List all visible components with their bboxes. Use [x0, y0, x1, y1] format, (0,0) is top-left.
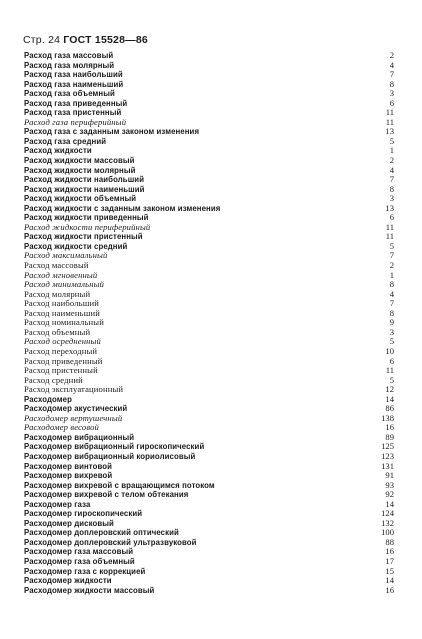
index-term-number: 1	[389, 269, 394, 280]
index-term-number: 10	[385, 345, 394, 356]
index-term: Расход эксплуатационный	[24, 384, 124, 395]
index-entry	[24, 442, 394, 452]
index-term: Расходомер газа объемный	[24, 556, 135, 566]
index-term-number: 4	[389, 164, 394, 175]
index-term: Расход наименьший	[24, 307, 100, 318]
index-term-number: 11	[385, 231, 394, 242]
index-term: Расход газа периферийный	[24, 116, 127, 127]
index-entry	[24, 576, 394, 586]
page-header	[23, 34, 148, 46]
index-term: Расход максимальный	[24, 250, 108, 261]
index-term: Расходомер газа массовый	[24, 547, 134, 557]
index-term-number: 123	[381, 450, 394, 461]
index-term: Расход номинальный	[24, 317, 104, 328]
index-term: Расходомер жидкости	[24, 576, 112, 586]
index-entry	[24, 51, 394, 61]
index-term-number: 86	[385, 403, 394, 414]
index-entry	[24, 586, 394, 596]
index-term-number: 93	[385, 479, 394, 490]
index-term-number: 14	[385, 575, 394, 586]
index-entry	[24, 89, 394, 99]
index-entry	[24, 194, 394, 204]
index-term-number: 7	[389, 298, 394, 309]
index-term-number: 138	[381, 412, 394, 423]
index-term: Расход газа объемный	[24, 89, 115, 99]
index-term-number: 13	[385, 202, 394, 213]
index-term: Расход газа с заданным законом изменения	[24, 127, 200, 137]
index-entry	[24, 146, 394, 156]
index-term-number: 11	[385, 107, 394, 118]
index-list	[24, 51, 394, 595]
index-term: Расходомер вибрационный гироскопический	[24, 442, 205, 452]
index-term: Расход жидкости средний	[24, 241, 128, 251]
index-term-number: 92	[385, 489, 394, 500]
index-entry	[24, 471, 394, 481]
index-term-number: 11	[385, 116, 394, 127]
index-term: Расход пристенный	[24, 365, 98, 376]
index-term-number: 8	[389, 307, 394, 318]
index-term: Расход жидкости периферийный	[24, 221, 151, 232]
index-term-number: 13	[385, 126, 394, 137]
index-term-number: 16	[385, 422, 394, 433]
index-term-number: 5	[389, 336, 394, 347]
index-entry	[24, 70, 394, 80]
index-term: Расходомер газа с коррекцией	[24, 566, 146, 576]
index-entry	[24, 137, 394, 147]
index-entry	[24, 61, 394, 71]
index-term: Расходомер дисковый	[24, 518, 114, 528]
index-term: Расход жидкости молярный	[24, 165, 136, 175]
index-term-number: 5	[389, 240, 394, 251]
index-term-number: 89	[385, 431, 394, 442]
index-term-number: 17	[385, 555, 394, 566]
index-term: Расход средний	[24, 374, 83, 385]
index-term: Расход объемный	[24, 326, 91, 337]
index-entry	[24, 232, 394, 242]
index-term-number: 15	[385, 565, 394, 576]
index-term: Расходомер вертушечный	[24, 412, 123, 423]
index-entry	[24, 185, 394, 195]
index-term: Расход газа приведенный	[24, 98, 128, 108]
index-term-number: 8	[389, 183, 394, 194]
index-term: Расход приведенный	[24, 355, 103, 366]
index-entry	[24, 538, 394, 548]
index-term-number: 100	[381, 527, 394, 538]
index-term-number: 5	[389, 374, 394, 385]
index-term: Расходомер вибрационный	[24, 432, 135, 442]
index-term-number: 2	[389, 260, 394, 271]
index-term-number: 91	[385, 470, 394, 481]
index-term: Расход газа пристенный	[24, 108, 122, 118]
index-term: Расход жидкости наименьший	[24, 184, 145, 194]
index-term: Расход жидкости приведенный	[24, 213, 149, 223]
index-entry	[24, 423, 394, 433]
index-entry	[24, 118, 394, 128]
standard-designation: ГОСТ 15528—86	[63, 34, 148, 46]
index-entry	[24, 127, 394, 137]
index-entry	[24, 166, 394, 176]
index-entry	[24, 490, 394, 500]
index-entry	[24, 433, 394, 443]
index-term-number: 2	[389, 50, 394, 60]
index-entry	[24, 99, 394, 109]
index-term-number: 3	[389, 326, 394, 337]
index-term: Расход газа средний	[24, 136, 107, 146]
index-entry	[24, 80, 394, 90]
index-entry	[24, 557, 394, 567]
index-term: Расход жидкости массовый	[24, 156, 135, 166]
index-entry	[24, 395, 394, 405]
index-term: Расходомер весовой	[24, 422, 100, 433]
index-term: Расходомер доплеровский ультразвуковой	[24, 537, 197, 547]
index-term-number: 6	[389, 97, 394, 108]
index-term-number: 131	[381, 460, 394, 471]
index-term: Расходомер вибрационный кориолисовый	[24, 451, 196, 461]
index-term: Расход молярный	[24, 288, 91, 299]
index-term: Расход минимальный	[24, 279, 105, 290]
index-term-number: 16	[385, 584, 394, 595]
index-entry	[24, 567, 394, 577]
index-term-number: 7	[389, 69, 394, 80]
index-term-number: 125	[381, 441, 394, 452]
index-entry	[24, 509, 394, 519]
index-term-number: 7	[389, 174, 394, 185]
index-term: Расход жидкости	[24, 146, 92, 156]
index-entry	[24, 204, 394, 214]
index-term-number: 3	[389, 88, 394, 99]
index-term: Расход жидкости наибольший	[24, 175, 145, 185]
index-term-number: 8	[389, 78, 394, 89]
index-term-number: 4	[389, 59, 394, 70]
index-term: Расходомер	[24, 394, 72, 404]
index-term: Расходомер вихревой с телом обтекания	[24, 490, 189, 500]
index-term: Расходомер акустический	[24, 404, 128, 414]
index-term: Расход газа наибольший	[24, 70, 123, 80]
index-entry	[24, 156, 394, 166]
index-entry	[24, 519, 394, 529]
index-term-number: 1	[389, 145, 394, 156]
index-term-number: 6	[389, 212, 394, 223]
index-term-number: 9	[389, 317, 394, 328]
index-entry	[24, 223, 394, 233]
index-term-number: 14	[385, 498, 394, 509]
index-term-number: 132	[381, 517, 394, 528]
index-entry	[24, 547, 394, 557]
index-term-number: 7	[389, 250, 394, 261]
index-term: Расходомер газа	[24, 499, 91, 509]
index-term-number: 11	[385, 221, 394, 232]
index-term-number: 16	[385, 546, 394, 557]
index-term-number: 11	[385, 365, 394, 376]
index-term-number: 6	[389, 355, 394, 366]
index-term: Расход наибольший	[24, 298, 99, 309]
index-term: Расходомер вихревой с вращающимся потоком	[24, 480, 215, 490]
index-term: Расход газа наименьший	[24, 79, 124, 89]
index-term-number: 88	[385, 536, 394, 547]
index-entry	[24, 385, 394, 395]
index-term: Расходомер гироскопический	[24, 509, 143, 519]
index-term-number: 12	[385, 384, 394, 395]
index-entry	[24, 462, 394, 472]
index-term: Расход газа массовый	[24, 51, 114, 60]
index-term-number: 124	[381, 508, 394, 519]
index-term-number: 4	[389, 288, 394, 299]
index-entry	[24, 500, 394, 510]
index-term-number: 5	[389, 135, 394, 146]
index-entry	[24, 481, 394, 491]
index-term: Расход переходный	[24, 345, 98, 356]
index-entry	[24, 175, 394, 185]
page-number-label: Стр. 24	[23, 34, 61, 46]
index-entry	[24, 452, 394, 462]
index-entry	[24, 528, 394, 538]
index-term: Расход мгновенный	[24, 269, 98, 280]
index-term: Расходомер доплеровский оптический	[24, 528, 179, 538]
index-term-number: 3	[389, 193, 394, 204]
index-term: Расход жидкости с заданным законом изменения	[24, 203, 221, 213]
index-term: Расходомер винтовой	[24, 461, 113, 471]
index-term-number: 8	[389, 279, 394, 290]
index-term-number: 2	[389, 155, 394, 166]
index-term: Расход жидкости пристенный	[24, 232, 143, 242]
index-term: Расход газа молярный	[24, 60, 115, 70]
index-term: Расход массовый	[24, 260, 89, 271]
index-term: Расход осредненный	[24, 336, 101, 347]
index-term: Расход жидкости объемный	[24, 194, 137, 204]
index-term: Расходомер вихревой	[24, 471, 113, 481]
index-term: Расходомер жидкости массовый	[24, 585, 155, 595]
index-term-number: 14	[385, 393, 394, 404]
